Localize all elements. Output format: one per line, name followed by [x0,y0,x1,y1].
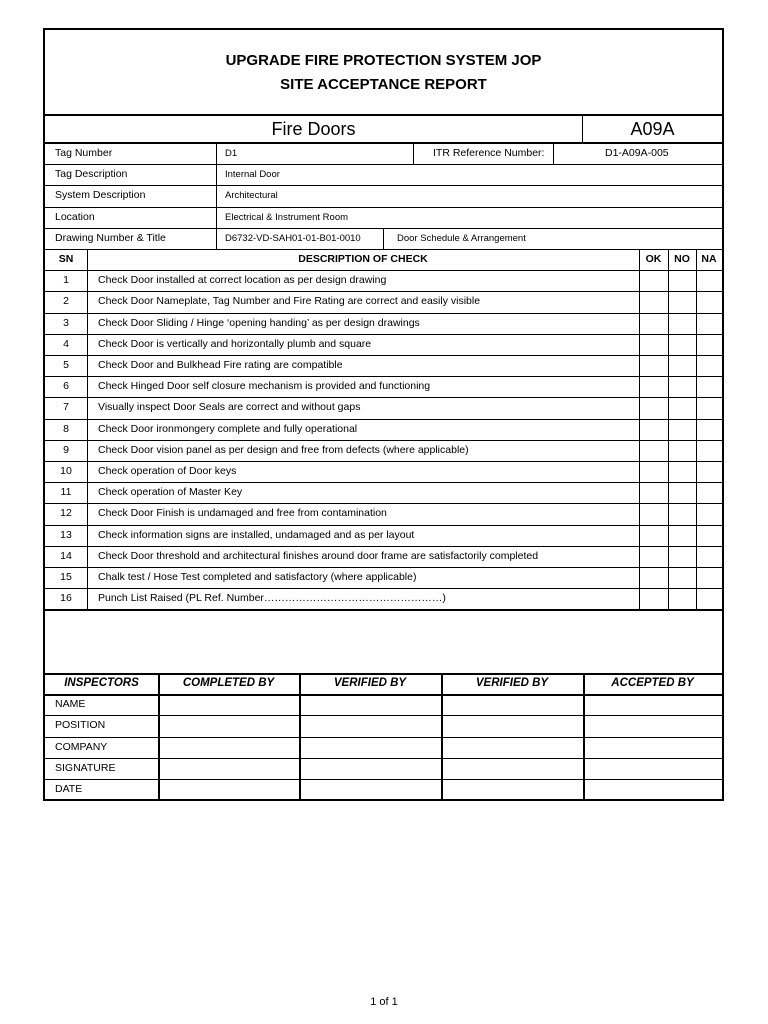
grid-line [553,143,554,164]
check-sn: 3 [63,316,69,329]
check-na-box[interactable] [697,314,721,333]
check-na-box[interactable] [697,271,721,290]
grid-line [45,397,722,398]
check-ok-box[interactable] [640,441,667,460]
check-ok-box[interactable] [640,483,667,502]
header-ok: OK [645,253,662,265]
check-description: Check Door vision panel as per design and free from defects (where applicable) [98,443,469,456]
check-sn: 1 [63,274,69,287]
grid-line [45,164,722,165]
check-na-box[interactable] [697,292,721,311]
signoff-header: INSPECTORS [64,677,139,689]
info-value: Architectural [225,190,278,202]
check-na-box[interactable] [697,420,721,439]
signoff-cell[interactable] [584,695,721,714]
grid-line [45,588,722,589]
check-ok-box[interactable] [640,568,667,587]
check-ok-box[interactable] [640,356,667,375]
grid-line [45,525,722,526]
signoff-row-label: COMPANY [55,740,108,753]
grid-line [696,249,697,609]
check-sn: 14 [60,549,72,562]
check-description: Punch List Raised (PL Ref. Number……………………………………………) [98,592,446,605]
signoff-row-label: NAME [55,698,86,711]
check-ok-box[interactable] [640,547,667,566]
header-description: DESCRIPTION OF CHECK [298,253,428,265]
grid-line [45,440,722,441]
grid-line [87,249,88,609]
check-no-box[interactable] [669,462,695,481]
grid-line [668,249,669,609]
signoff-cell[interactable] [300,695,440,714]
info-label: Tag Number [55,147,113,159]
grid-line [45,609,722,611]
grid-line [45,482,722,483]
grid-line [45,419,722,420]
check-description: Check Door Finish is undamaged and free from contamination [98,507,387,520]
signoff-cell[interactable] [442,738,582,757]
info-label: System Description [55,189,146,202]
grid-line [45,207,722,208]
grid-line [45,185,722,186]
report-subtitle: SITE ACCEPTANCE REPORT [280,76,487,93]
signoff-cell[interactable] [159,716,298,735]
check-sn: 10 [60,465,72,477]
check-no-box[interactable] [669,377,695,396]
check-sn: 6 [63,380,69,393]
grid-line [45,355,722,356]
info-label: Tag Description [55,168,128,181]
info-label: Drawing Number & Title [55,231,166,244]
signoff-row-label: DATE [55,783,83,795]
check-description: Check Hinged Door self closure mechanism is provided and functioning [98,380,431,393]
grid-line [45,376,722,377]
grid-line [583,673,585,800]
check-ok-box[interactable] [640,335,667,354]
signoff-header: VERIFIED BY [333,677,407,689]
report-title: UPGRADE FIRE PROTECTION SYSTEM JOP [225,52,542,69]
check-sn: 16 [60,592,72,605]
check-no-box[interactable] [669,568,695,587]
itr-value: D1-A09A-005 [605,147,669,159]
signoff-header: COMPLETED BY [182,677,275,689]
signoff-cell[interactable] [584,759,721,778]
grid-line [216,143,217,249]
info-value: Internal Door [225,169,280,181]
check-ok-box[interactable] [640,589,667,608]
header-sn: SN [58,253,74,265]
check-description: Check Door installed at correct location as per design drawing [98,274,387,287]
check-ok-box[interactable] [640,377,667,396]
signoff-cell[interactable] [442,780,582,799]
check-ok-box[interactable] [640,292,667,311]
check-na-box[interactable] [697,356,721,375]
grid-line [45,249,722,250]
check-description: Check Door threshold and architectural finishes around door frame are satisfactorily completed [98,549,539,562]
check-na-box[interactable] [697,377,721,396]
check-description: Check operation of Door keys [98,465,237,477]
check-description: Chalk test / Hose Test completed and satisfactory (where applicable) [98,571,417,583]
check-ok-box[interactable] [640,314,667,333]
check-no-box[interactable] [669,335,695,354]
check-no-box[interactable] [669,547,695,566]
header-no: NO [674,253,690,265]
check-description: Check Door Nameplate, Tag Number and Fire Rating are correct and easily visible [98,295,481,308]
check-description: Check operation of Master Key [98,486,243,499]
check-sn: 9 [63,443,69,456]
signoff-cell[interactable] [159,695,298,714]
check-no-box[interactable] [669,271,695,290]
section-code: A09A [630,119,675,139]
check-no-box[interactable] [669,526,695,545]
check-ok-box[interactable] [640,271,667,290]
grid-line [45,334,722,335]
signoff-cell[interactable] [300,738,440,757]
check-na-box[interactable] [697,441,721,460]
signoff-cell[interactable] [159,780,298,799]
check-no-box[interactable] [669,420,695,439]
check-description: Check Door Sliding / Hinge ‘opening handing’ as per design drawings [98,316,420,329]
check-sn: 15 [60,571,72,583]
check-sn: 7 [63,401,69,414]
check-sn: 12 [60,507,72,520]
signoff-row-label: POSITION [55,719,106,732]
check-sn: 11 [60,486,72,499]
check-sn: 8 [63,422,69,435]
check-no-box[interactable] [669,441,695,460]
signoff-cell[interactable] [584,738,721,757]
check-no-box[interactable] [669,356,695,375]
grid-line [299,673,301,800]
grid-line [45,461,722,462]
check-sn: 4 [63,337,69,350]
info-value: D6732-VD-SAH01-01-B01-0010 [225,232,361,244]
check-description: Visually inspect Door Seals are correct and without gaps [98,401,361,414]
check-ok-box[interactable] [640,420,667,439]
check-no-box[interactable] [669,398,695,417]
report-form [43,28,724,801]
check-na-box[interactable] [697,568,721,587]
check-description: Check Door ironmongery complete and fully operational [98,422,358,435]
check-na-box[interactable] [697,483,721,502]
check-na-box[interactable] [697,335,721,354]
grid-line [413,143,414,164]
check-description: Check information signs are installed, undamaged and as per layout [98,528,415,541]
grid-line [45,313,722,314]
check-ok-box[interactable] [640,504,667,523]
signoff-cell[interactable] [300,759,440,778]
grid-line [45,567,722,568]
signoff-header: ACCEPTED BY [611,677,694,689]
check-na-box[interactable] [697,398,721,417]
page-number: 1 of 1 [370,996,398,1008]
drawing-title: Door Schedule & Arrangement [397,232,526,244]
check-na-box[interactable] [697,462,721,481]
grid-line [45,673,722,675]
check-no-box[interactable] [669,504,695,523]
grid-line [45,291,722,292]
check-description: Check Door is vertically and horizontally plumb and square [98,337,372,350]
section-title: Fire Doors [271,119,356,139]
grid-line [441,673,443,800]
signoff-cell[interactable] [159,738,298,757]
signoff-cell[interactable] [300,780,440,799]
signoff-cell[interactable] [584,716,721,735]
check-no-box[interactable] [669,314,695,333]
check-ok-box[interactable] [640,526,667,545]
check-ok-box[interactable] [640,398,667,417]
signoff-row-label: SIGNATURE [55,761,116,774]
signoff-cell[interactable] [584,780,721,799]
grid-line [45,546,722,547]
check-na-box[interactable] [697,526,721,545]
check-na-box[interactable] [697,547,721,566]
check-sn: 2 [63,295,69,308]
grid-line [639,249,640,609]
info-value: Electrical & Instrument Room [225,211,349,223]
signoff-cell[interactable] [159,759,298,778]
check-na-box[interactable] [697,504,721,523]
check-no-box[interactable] [669,589,695,608]
header-na: NA [701,253,717,265]
signoff-cell[interactable] [442,759,582,778]
signoff-cell[interactable] [442,716,582,735]
check-ok-box[interactable] [640,462,667,481]
signoff-header: VERIFIED BY [475,677,549,689]
signoff-cell[interactable] [442,695,582,714]
check-na-box[interactable] [697,589,721,608]
grid-line [45,270,722,271]
check-sn: 13 [60,528,72,541]
grid-line [45,503,722,504]
grid-line [383,228,384,249]
info-label: Location [55,210,95,223]
info-value: D1 [225,148,238,159]
check-sn: 5 [63,359,69,371]
itr-label: ITR Reference Number: [433,147,545,159]
grid-line [158,673,160,800]
check-no-box[interactable] [669,292,695,311]
check-description: Check Door and Bulkhead Fire rating are compatible [98,359,343,371]
check-no-box[interactable] [669,483,695,502]
signoff-cell[interactable] [300,716,440,735]
